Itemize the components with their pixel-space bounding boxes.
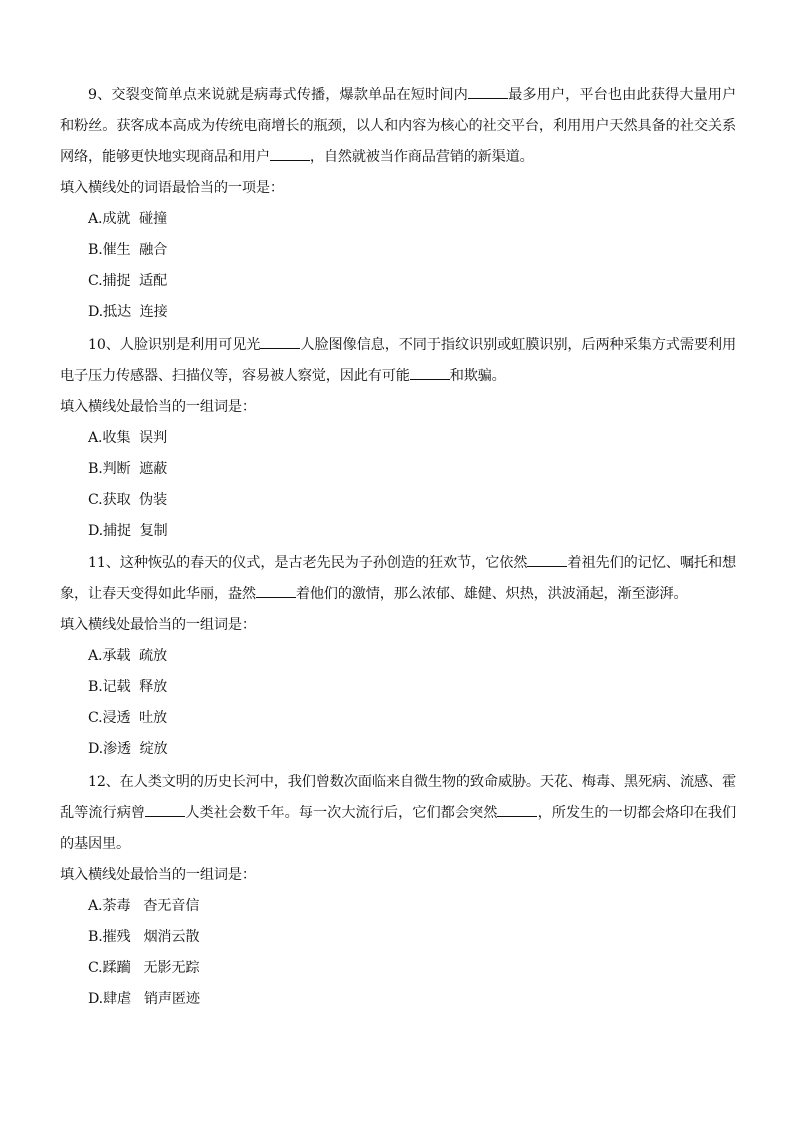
option-b: B.记载 释放 bbox=[88, 679, 168, 695]
blank-line bbox=[260, 336, 300, 349]
question-stem bbox=[60, 330, 736, 392]
stem-text: 和欺骗。 bbox=[449, 368, 506, 384]
stem-text: ，所发生的一切都会烙印在我们的基因里。 bbox=[60, 805, 737, 852]
question-prompt: 填入横线处最恰当的一组词是： bbox=[60, 617, 256, 633]
question-10 bbox=[60, 330, 736, 547]
stem-text: ，自然就被当作商品营销的新渠道。 bbox=[309, 149, 534, 165]
option-a: A.荼毒 杳无音信 bbox=[88, 898, 200, 914]
option-a: A.成就 碰撞 bbox=[88, 211, 167, 227]
option-a: A.收集 误判 bbox=[88, 430, 167, 446]
stem-text: 人类社会数千年。每一次大流行后，它们都会突然 bbox=[185, 805, 498, 821]
blank-line bbox=[468, 86, 508, 99]
question-prompt: 填入横线处的词语最恰当的一项是： bbox=[60, 180, 284, 196]
question-9 bbox=[60, 80, 736, 328]
stem-text: 最多用户，平台也由此获得大量用户和粉丝。获客成本高成为传统电商增长的瓶颈，以人和内容为核心的社交平台，利用用户天然具备的社交关系网络，能够更快地实现商品和用户 bbox=[60, 87, 736, 165]
option-c: C.浸透 吐放 bbox=[88, 710, 168, 726]
option-b: B.摧残 烟消云散 bbox=[88, 929, 200, 945]
option-c: C.捕捉 适配 bbox=[88, 273, 168, 289]
stem-text: 11、这种恢弘的春天的仪式，是古老先民为子孙创造的狂欢节，它依然 bbox=[88, 555, 528, 571]
stem-text: 着他们的激情，那么浓郁、雄健、炽热，洪波涌起，渐至澎湃。 bbox=[295, 586, 688, 602]
question-prompt: 填入横线处最恰当的一组词是： bbox=[60, 867, 256, 883]
blank-line bbox=[527, 554, 567, 567]
blank-line bbox=[410, 367, 450, 380]
option-b: B.判断 遮蔽 bbox=[88, 461, 168, 477]
option-c: C.获取 伪装 bbox=[88, 492, 168, 508]
question-stem bbox=[60, 767, 736, 860]
question-stem bbox=[60, 80, 736, 173]
question-11 bbox=[60, 548, 736, 765]
question-prompt: 填入横线处最恰当的一组词是： bbox=[60, 399, 256, 415]
option-d: D.抵达 连接 bbox=[88, 304, 168, 320]
stem-text: 着祖先们的记忆、嘱托和想象，让春天变得如此华丽，盎然 bbox=[60, 555, 736, 602]
blank-line bbox=[145, 804, 185, 817]
option-d: D.捕捉 复制 bbox=[88, 523, 168, 539]
option-c: C.蹂躏 无影无踪 bbox=[88, 960, 200, 976]
stem-text: 人脸图像信息，不同于指纹识别或虹膜识别，后两种采集方式需要利用电子压力传感器、扫描仪等，容易被人察觉，因此有可能 bbox=[60, 337, 736, 384]
blank-line bbox=[497, 804, 537, 817]
stem-text: 12、在人类文明的历史长河中，我们曾数次面临来自微生物的致命威胁。天花、梅毒、黑死病、流感、霍乱等流行病曾 bbox=[60, 774, 736, 821]
option-d: D.渗透 绽放 bbox=[88, 741, 168, 757]
blank-line bbox=[270, 148, 310, 161]
option-d: D.肆虐 销声匿迹 bbox=[88, 991, 200, 1007]
question-12 bbox=[60, 767, 736, 1015]
stem-text: 9、交裂变简单点来说就是病毒式传播，爆款单品在短时间内 bbox=[88, 87, 468, 103]
stem-text: 10、人脸识别是利用可见光 bbox=[88, 337, 261, 353]
blank-line bbox=[256, 585, 296, 598]
option-a: A.承载 疏放 bbox=[88, 648, 167, 664]
option-b: B.催生 融合 bbox=[88, 242, 168, 258]
question-stem bbox=[60, 548, 736, 610]
